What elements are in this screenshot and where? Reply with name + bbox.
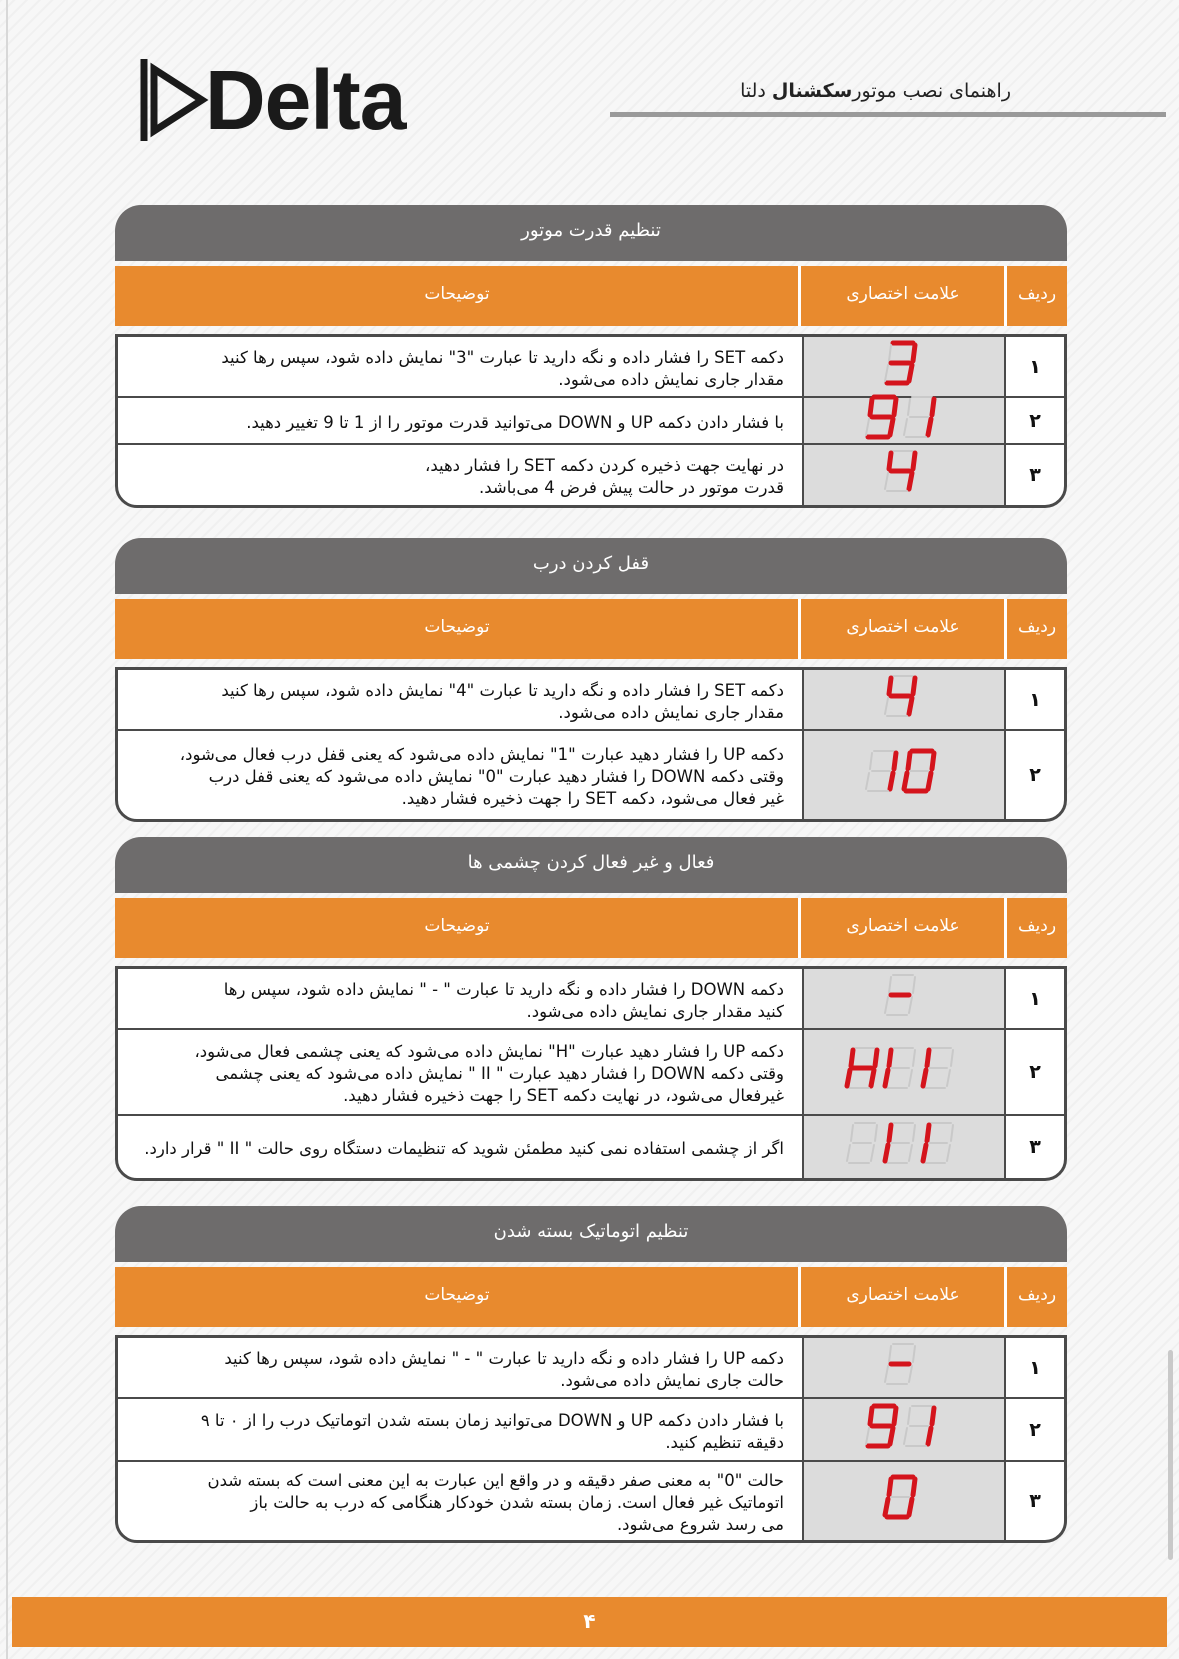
unlit-segment [871,1145,874,1161]
description-cell [118,670,802,729]
description-line: با فشار دادن دکمه UP و DOWN می‌توانید زمان بسته شدن اتوماتیک درب را از ٠ تا ۹ [200,1410,784,1430]
description-line: دکمه UP را فشار دهید عبارت "H" نمایش داده می‌شود که یعنی چشمی فعال می‌شود، [194,1042,784,1061]
column-divider [798,898,801,958]
table-row [118,337,1064,398]
column-divider [1004,898,1007,958]
unlit-segment [885,1366,888,1382]
lit-segment [890,1428,893,1444]
lit-segment [913,453,915,469]
lit-segment [890,773,893,789]
unlit-segment [885,698,888,714]
seven-segment-display [880,1341,928,1395]
column-description-label: توضیحات [424,1285,490,1305]
description-cell [118,398,802,443]
column-symbol-label: علامت اختصاری [846,284,960,304]
description-line: کنید مقدار جاری نمایش داده می‌شود. [526,1001,784,1021]
unlit-segment [909,1145,912,1161]
lit-segment [851,1050,853,1066]
column-divider [1004,599,1007,659]
unlit-segment [951,1125,953,1141]
unlit-segment [866,1428,869,1444]
symbol-cell [802,445,1004,505]
description-line: دکمه UP را فشار دهید عبارت "1" نمایش داده می‌شود که یعنی قفل درب فعال می‌شود، [179,745,784,764]
symbol-cell [802,398,1004,443]
unlit-segment [889,345,891,361]
table-row [118,1462,1064,1540]
unlit-segment [875,1125,877,1141]
description-line: مقدار جاری نمایش داده می‌شود. [558,702,784,722]
lit-segment [904,773,907,789]
row-number: ۱ [1004,337,1064,396]
section-table [115,1335,1067,1543]
lit-segment [923,1145,926,1161]
row-number: ۳ [1004,1462,1064,1540]
symbol-cell [802,337,1004,396]
page-edge [6,0,8,1659]
lit-segment [913,345,915,361]
description-cell [118,1116,802,1178]
symbol-cell [802,1116,1004,1178]
lit-segment [894,399,896,415]
description-line: غیرفعال می‌شود، در نهایت دکمه SET را جهت ذخیره فشار دهید. [343,1086,784,1105]
description-cell [118,1399,802,1460]
unlit-segment [847,1145,850,1161]
symbol-cell [802,731,1004,819]
column-header-row [115,898,1067,958]
unlit-segment [908,1408,910,1424]
symbol-cell [802,1030,1004,1114]
column-divider [1004,1267,1007,1327]
unlit-segment [889,977,891,993]
section-table [115,667,1067,822]
section-title: فعال و غیر فعال کردن چشمی ها [115,837,1067,893]
lit-segment [908,753,910,769]
lit-segment [909,698,912,714]
unlit-segment [885,997,888,1013]
unlit-segment [908,399,910,415]
description-cell [118,1338,802,1397]
lit-segment [928,419,931,435]
column-divider [1004,266,1007,326]
row-number: ۲ [1004,398,1064,443]
lit-segment [890,419,893,435]
description-cell [118,1462,802,1540]
unlit-segment [904,419,907,435]
lit-segment [885,1499,888,1515]
row-number: ۱ [1004,1338,1064,1397]
unlit-segment [870,753,872,769]
description-cell [118,337,802,396]
seven-segment-display [842,1120,966,1174]
unlit-segment [866,419,869,435]
unlit-segment [904,1428,907,1444]
description-line: وقتی دکمه DOWN را فشار دهید عبارت "0" نمایش داده می‌شود که یعنی قفل درب [208,767,784,786]
lit-segment [871,1070,874,1086]
column-row-label: ردیف [1017,916,1057,936]
logo-text: Delta [205,53,406,147]
table-row [118,398,1064,445]
unlit-segment [913,1346,915,1362]
column-divider [798,266,801,326]
lit-segment [927,1125,929,1141]
unlit-segment [913,977,915,993]
lit-segment [913,1479,915,1495]
lit-segment [932,753,934,769]
row-number: ۱ [1004,969,1064,1028]
lit-segment [870,399,872,415]
lit-segment [927,1050,929,1066]
lit-segment [847,1070,850,1086]
description-line: با فشار دادن دکمه UP و DOWN می‌توانید قدرت موتور را از 1 تا 9 تغییر دهید. [246,412,784,432]
column-row-label: ردیف [1017,284,1057,304]
description-line: دکمه DOWN را فشار داده و نگه دارید تا عبارت " - " نمایش داده شود، سپس رها [223,979,784,999]
column-symbol-label: علامت اختصاری [846,1285,960,1305]
seven-segment-display [842,1045,966,1099]
seven-segment-display [880,340,928,394]
unlit-segment [947,1070,950,1086]
document-title [740,80,1011,102]
table-row [118,1030,1064,1116]
unlit-segment [909,1366,912,1382]
column-header-row [115,599,1067,659]
description-cell [118,731,802,819]
seven-segment-display [861,748,947,802]
seven-segment-display [880,1474,928,1528]
title-rule [610,112,1166,117]
lit-segment [889,1125,891,1141]
scrollbar[interactable] [1168,1350,1173,1560]
lit-segment [932,1408,934,1424]
table-row [118,731,1064,819]
lit-segment [909,1499,912,1515]
unlit-segment [851,1125,853,1141]
unlit-segment [866,773,869,789]
lit-segment [870,1408,872,1424]
row-number: ۲ [1004,1399,1064,1460]
unlit-segment [909,1070,912,1086]
column-description-label: توضیحات [424,617,490,637]
lit-segment [928,1428,931,1444]
symbol-cell [802,1399,1004,1460]
row-number: ۳ [1004,445,1064,505]
description-line: دکمه UP را فشار داده و نگه دارید تا عبارت " - " نمایش داده شود، سپس رها کنید [224,1348,784,1368]
column-divider [798,1267,801,1327]
lit-segment [923,1070,926,1086]
title-bold: سکشنال [771,80,853,102]
lit-segment [909,365,912,381]
row-number: ۱ [1004,670,1064,729]
seven-segment-display [861,1403,947,1457]
table-row [118,1116,1064,1178]
delta-logo [140,55,450,145]
lit-segment [889,453,891,469]
row-number: ۲ [1004,1030,1064,1114]
description-line: قدرت موتور در حالت پیش فرض 4 می‌باشد. [479,478,784,497]
lit-segment [928,773,931,789]
description-line: می رسد شروع می‌شود. [616,1515,784,1534]
symbol-cell [802,1338,1004,1397]
unlit-segment [885,473,888,489]
unlit-segment [913,1050,915,1066]
table-row [118,1399,1064,1462]
table-row [118,670,1064,731]
lit-segment [913,678,915,694]
unlit-segment [947,1145,950,1161]
description-line: اتوماتیک غیر فعال است. زمان بسته شدن خودکار هنگامی که درب به حالت باز [250,1493,784,1512]
section-title: تنظیم قدرت موتور [115,205,1067,261]
column-symbol-label: علامت اختصاری [846,617,960,637]
description-line: دکمه SET را فشار داده و نگه دارید تا عبارت "4" نمایش داده شود، سپس رها کنید [221,680,784,700]
column-row-label: ردیف [1017,617,1057,637]
seven-segment-display [861,394,947,448]
lit-segment [889,678,891,694]
page-number: ۴ [583,1609,596,1633]
row-number: ۳ [1004,1116,1064,1178]
unlit-segment [885,365,888,381]
unlit-segment [913,1125,915,1141]
lit-segment [885,1145,888,1161]
lit-segment [894,753,896,769]
description-line: اگر از چشمی استفاده نمی کنید مطمئن شوید که تنظیمات دستگاه روی حالت " II " قرار دارد. [144,1139,784,1158]
description-line: دقیقه تنظیم کنید. [665,1432,784,1452]
unlit-segment [909,997,912,1013]
description-line: حالت "0" به معنی صفر دقیقه و در واقع این عبارت به این معنی است که بسته شدن [207,1471,784,1490]
lit-segment [932,399,934,415]
description-line: در نهایت جهت ذخیره کردن دکمه SET را فشار دهید، [425,456,784,475]
description-line: دکمه SET را فشار داده و نگه دارید تا عبارت "3" نمایش داده شود، سپس رها کنید [221,347,784,367]
seven-segment-display [880,673,928,727]
column-row-label: ردیف [1017,1285,1057,1305]
section-title: قفل کردن درب [115,538,1067,594]
seven-segment-display [880,972,928,1026]
description-line: وقتی دکمه DOWN را فشار دهید عبارت " II " نمایش داده می‌شود که یعنی چشمی [215,1064,784,1083]
symbol-cell [802,1462,1004,1540]
section-table [115,334,1067,508]
title-prefix: راهنمای نصب موتور [852,80,1011,102]
symbol-cell [802,670,1004,729]
title-suffix: دلتا [740,80,772,102]
column-divider [798,599,801,659]
column-header-row [115,266,1067,326]
unlit-segment [889,1346,891,1362]
description-cell [118,969,802,1028]
section-title: تنظیم اتوماتیک بسته شدن [115,1206,1067,1262]
table-row [118,1338,1064,1399]
table-row [118,969,1064,1030]
description-cell [118,445,802,505]
lit-segment [889,1479,891,1495]
description-cell [118,1030,802,1114]
lit-segment [889,1050,891,1066]
section-table [115,966,1067,1181]
page-footer [12,1597,1167,1647]
symbol-cell [802,969,1004,1028]
column-symbol-label: علامت اختصاری [846,916,960,936]
lit-segment [909,473,912,489]
lit-segment [875,1050,877,1066]
column-description-label: توضیحات [424,284,490,304]
row-number: ۲ [1004,731,1064,819]
description-line: حالت جاری نمایش داده می‌شود. [560,1370,784,1390]
seven-segment-display [880,448,928,502]
play-logo-icon [140,55,210,145]
lit-segment [885,1070,888,1086]
column-header-row [115,1267,1067,1327]
lit-segment [894,1408,896,1424]
table-row [118,445,1064,505]
description-line: مقدار جاری نمایش داده می‌شود. [558,369,784,389]
column-description-label: توضیحات [424,916,490,936]
description-line: غیر فعال می‌شود، دکمه SET را جهت ذخیره فشار دهید. [401,789,784,808]
unlit-segment [951,1050,953,1066]
